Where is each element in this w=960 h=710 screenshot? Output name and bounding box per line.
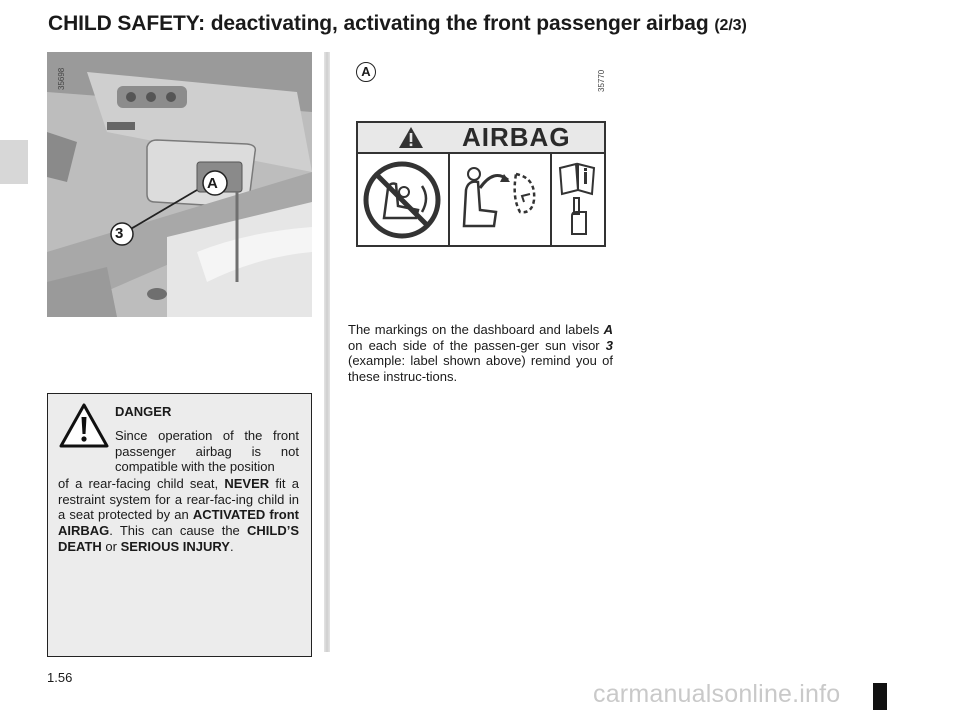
chapter-tab [0,140,28,184]
danger-body-run: CHILD’S DEATH [58,523,299,554]
label-cell-prohibited [358,154,450,245]
figure-ref-right: 35770 [597,69,606,92]
callout-3: 3 [115,225,124,242]
title-part: (2/3) [714,17,747,34]
danger-body-run: . This can cause the [109,523,247,539]
airbag-warning-label [356,121,606,247]
sun-visor-drawing [47,52,312,317]
danger-warning-icon [59,403,109,448]
figure-ref-left: 35698 [57,67,66,90]
figure-marker-a: A [356,62,376,82]
danger-body-run: or [101,538,121,554]
callout-a: A [207,175,218,192]
body-paragraph-run: (example: label shown above) remind you of these instruc-tions. [348,353,613,385]
page-number: 1.56 [47,670,73,685]
body-paragraph-run: A [603,322,613,337]
danger-body-run: . [229,538,234,554]
danger-title: DANGER [115,404,172,419]
danger-body-run: fit a restraint system for a rear-fac-ing child in a seat protected by an [58,476,299,523]
danger-body-run: ACTIVATED front AIRBAG [58,507,299,539]
label-cell-airbag-deploy [450,154,552,245]
page-title [48,12,747,36]
page-edge-marker [873,683,887,710]
danger-lead-text: Since operation of the front passenger airbag is not compatible with the position [115,428,299,475]
label-header [358,123,604,154]
danger-body-run: NEVER [224,476,270,491]
label-airbag-word: AIRBAG [462,122,571,152]
body-paragraph-run: 3 [605,337,613,353]
title-text: CHILD SAFETY: deactivating, activating the front passenger airbag [48,12,709,35]
danger-body-run: of a rear-facing child seat, [58,476,225,491]
danger-body-text [58,476,299,555]
airbag-deploy-icon [450,154,550,245]
body-paragraph-run: The markings on the dashboard and labels [348,322,604,337]
watermark: carmanualsonline.info [593,680,841,708]
read-manual-icon [552,154,604,245]
body-paragraph-run: on each side of the passen-ger sun visor [348,337,606,353]
label-pictograms [358,154,604,245]
warning-triangle-icon [398,126,424,149]
label-cell-manual [552,154,604,245]
danger-body-run: SERIOUS INJURY [120,538,230,554]
column-divider [324,52,330,652]
danger-box [47,393,312,657]
sun-visor-illustration [47,52,312,317]
no-rear-facing-seat-icon [358,154,448,245]
body-paragraph [348,322,613,385]
